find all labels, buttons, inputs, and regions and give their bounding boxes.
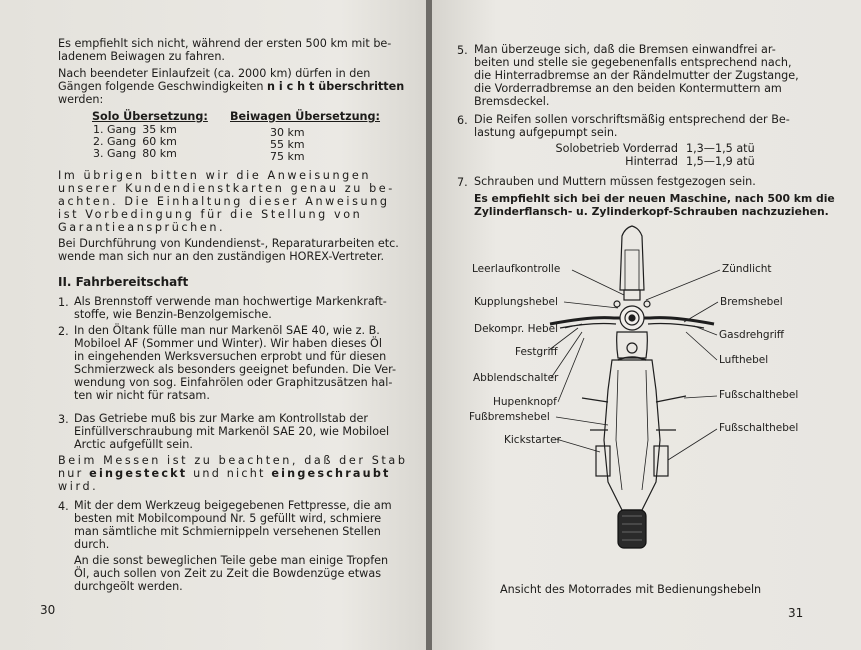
measure-line: wird. (58, 480, 99, 493)
measure-word: und nicht (193, 467, 266, 480)
diagram-label: Abblendschalter (473, 372, 559, 384)
gear-beiwagen-speed: 55 km (270, 138, 305, 151)
left-page (0, 0, 426, 650)
diagram-label: Gasdrehgriff (719, 329, 785, 341)
diagram-label: Bremshebel (720, 296, 783, 308)
item-number: 5. (457, 44, 468, 57)
service-line: wende man sich nur an den zuständigen HOREX-Vertreter. (58, 250, 385, 263)
intro-line: Nach beendeter Einlaufzeit (ca. 2000 km) dürfen in den (58, 67, 371, 80)
intro-emphasis: n i c h t überschritten (267, 80, 405, 93)
intro-line: Es empfiehlt sich nicht, während der ersten 500 km mit be- (58, 37, 392, 50)
item-line: Die Reifen sollen vorschriftsmäßig entsprechend der Be- (474, 113, 790, 126)
intro-line: werden: (58, 93, 104, 106)
gear-solo-speed: 35 km (142, 123, 177, 136)
item-line: beiten und stelle sie gegebenenfalls entsprechend nach, (474, 56, 792, 69)
tire-value: 1,3—1,5 atü (686, 142, 755, 155)
diagram-label: Leerlaufkontrolle (472, 263, 561, 275)
item-line: wendung von sog. Einfahrölen oder Graphitzusätzen hal- (74, 376, 393, 389)
gear-name: 2. Gang (93, 135, 137, 148)
tire-label: Hinterrad (625, 155, 678, 168)
item-number: 2. (58, 325, 69, 338)
beiwagen-speed-table (270, 127, 311, 163)
bold-note-line: Es empfiehlt sich bei der neuen Maschine, nach 500 km die (474, 192, 835, 205)
item-line: besten mit Mobilcompound Nr. 5 gefüllt wird, schmiere (74, 512, 382, 525)
measure-line: Beim Messen ist zu beachten, daß der Stab (58, 454, 408, 467)
gear-name: 3. Gang (93, 147, 137, 160)
gear-solo-speed: 60 km (142, 135, 177, 148)
service-line: Bei Durchführung von Kundendienst-, Reparaturarbeiten etc. (58, 237, 399, 250)
diagram-label: Fußschalthebel (719, 422, 799, 434)
measure-line-emphasis (58, 468, 391, 481)
item-line: die Hinterradbremse an der Rändelmutter der Zugstange, (474, 69, 799, 82)
diagram-label: Hupenknopf (493, 396, 557, 408)
diagram-caption: Ansicht des Motorrades mit Bedienungshebeln (500, 583, 762, 596)
gear-name: 1. Gang (93, 123, 137, 136)
item-number: 7. (457, 176, 468, 189)
item-number: 6. (457, 114, 468, 127)
warranty-line: unserer Kundendienstkarten genau zu be- (58, 182, 395, 195)
intro-line: Gängen folgende Geschwindigkeiten (58, 80, 264, 93)
motorcycle-drawing (550, 226, 714, 548)
item-number: 3. (58, 413, 69, 426)
item-line: Öl, auch sollen von Zeit zu Zeit die Bowdenzüge etwas (74, 567, 382, 580)
measure-word-bold: eingeschraubt (271, 467, 391, 480)
intro-line-with-emphasis (58, 81, 404, 94)
measure-word-bold: eingesteckt (89, 467, 188, 480)
gear-solo-speed: 80 km (142, 147, 177, 160)
item-line: Bremsdeckel. (474, 95, 550, 108)
diagram-label: Kickstarter (504, 434, 561, 446)
measure-word: nur (58, 467, 84, 480)
warranty-line: Im übrigen bitten wir die Anweisungen (58, 169, 372, 182)
warranty-line: achten. Die Einhaltung dieser Anweisung (58, 195, 390, 208)
gear-beiwagen-speed: 75 km (270, 150, 305, 163)
warranty-line: ist Vorbedingung für die Stellung von (58, 208, 363, 221)
item-line: durch. (74, 538, 110, 551)
intro-line: ladenem Beiwagen zu fahren. (58, 50, 225, 63)
item-number: 1. (58, 296, 69, 309)
item-line: Schmierzweck als besonders geeignet befunden. Die Ver- (74, 363, 397, 376)
item-line: Mit der dem Werkzeug beigegebenen Fettpresse, die am (74, 499, 392, 512)
item-line: die Vorderradbremse an den beiden Kontermuttern am (474, 82, 782, 95)
gear-row (93, 148, 183, 160)
gear-beiwagen-speed: 30 km (270, 126, 305, 139)
diagram-label: Dekompr. Hebel (474, 323, 558, 335)
item-line: Als Brennstoff verwende man hochwertige Markenkraft- (74, 295, 387, 308)
item-line: An die sonst beweglichen Teile gebe man einige Tropfen (74, 554, 389, 567)
solo-header: Solo Übersetzung: (92, 110, 208, 123)
item-line: Arctic aufgefüllt sein. (74, 438, 193, 451)
solo-gear-table (93, 124, 183, 160)
item-line: ten wir nicht für ratsam. (74, 389, 210, 402)
item-line: Man überzeuge sich, daß die Bremsen einwandfrei ar- (474, 43, 776, 56)
diagram-label: Zündlicht (722, 263, 772, 275)
item-line: in eingehenden Werksversuchen erprobt und für diesen (74, 350, 387, 363)
item-line: Mobiloel AF (Sommer und Winter). Wir haben dieses Öl (74, 337, 382, 350)
item-line: Schrauben und Muttern müssen festgezogen sein. (474, 175, 756, 188)
beiwagen-header: Beiwagen Übersetzung: (230, 110, 381, 123)
tire-label: Solobetrieb Vorderrad (555, 142, 678, 155)
item-line: lastung aufgepumpt sein. (474, 126, 618, 139)
item-line: In den Öltank fülle man nur Markenöl SAE 40, wie z. B. (74, 324, 380, 337)
right-page (432, 0, 861, 650)
diagram-label: Kupplungshebel (474, 296, 558, 308)
page-number-right: 31 (788, 606, 804, 620)
section-title: II. Fahrbereitschaft (58, 275, 189, 289)
leader-lines (549, 270, 720, 460)
diagram-label: Fußschalthebel (719, 389, 799, 401)
warranty-line: Garantieansprüchen. (58, 221, 226, 234)
tire-value: 1,5—1,9 atü (686, 155, 755, 168)
item-line: stoffe, wie Benzin-Benzolgemische. (74, 308, 272, 321)
item-line: Einfüllverschraubung mit Markenöl SAE 20, wie Mobiloel (74, 425, 390, 438)
item-number: 4. (58, 500, 69, 513)
item-line: durchgeölt werden. (74, 580, 183, 593)
item-line: Das Getriebe muß bis zur Marke am Kontrollstab der (74, 412, 368, 425)
diagram-label: Festgriff (515, 346, 558, 358)
item-line: man sämtliche mit Schmiernippeln versehenen Stellen (74, 525, 381, 538)
diagram-label: Fußbremshebel (469, 411, 550, 423)
page-number-left: 30 (40, 603, 56, 617)
diagram-label: Lufthebel (719, 354, 769, 366)
bold-note-line: Zylinderflansch- u. Zylinderkopf-Schrauben nachzuziehen. (474, 205, 829, 218)
